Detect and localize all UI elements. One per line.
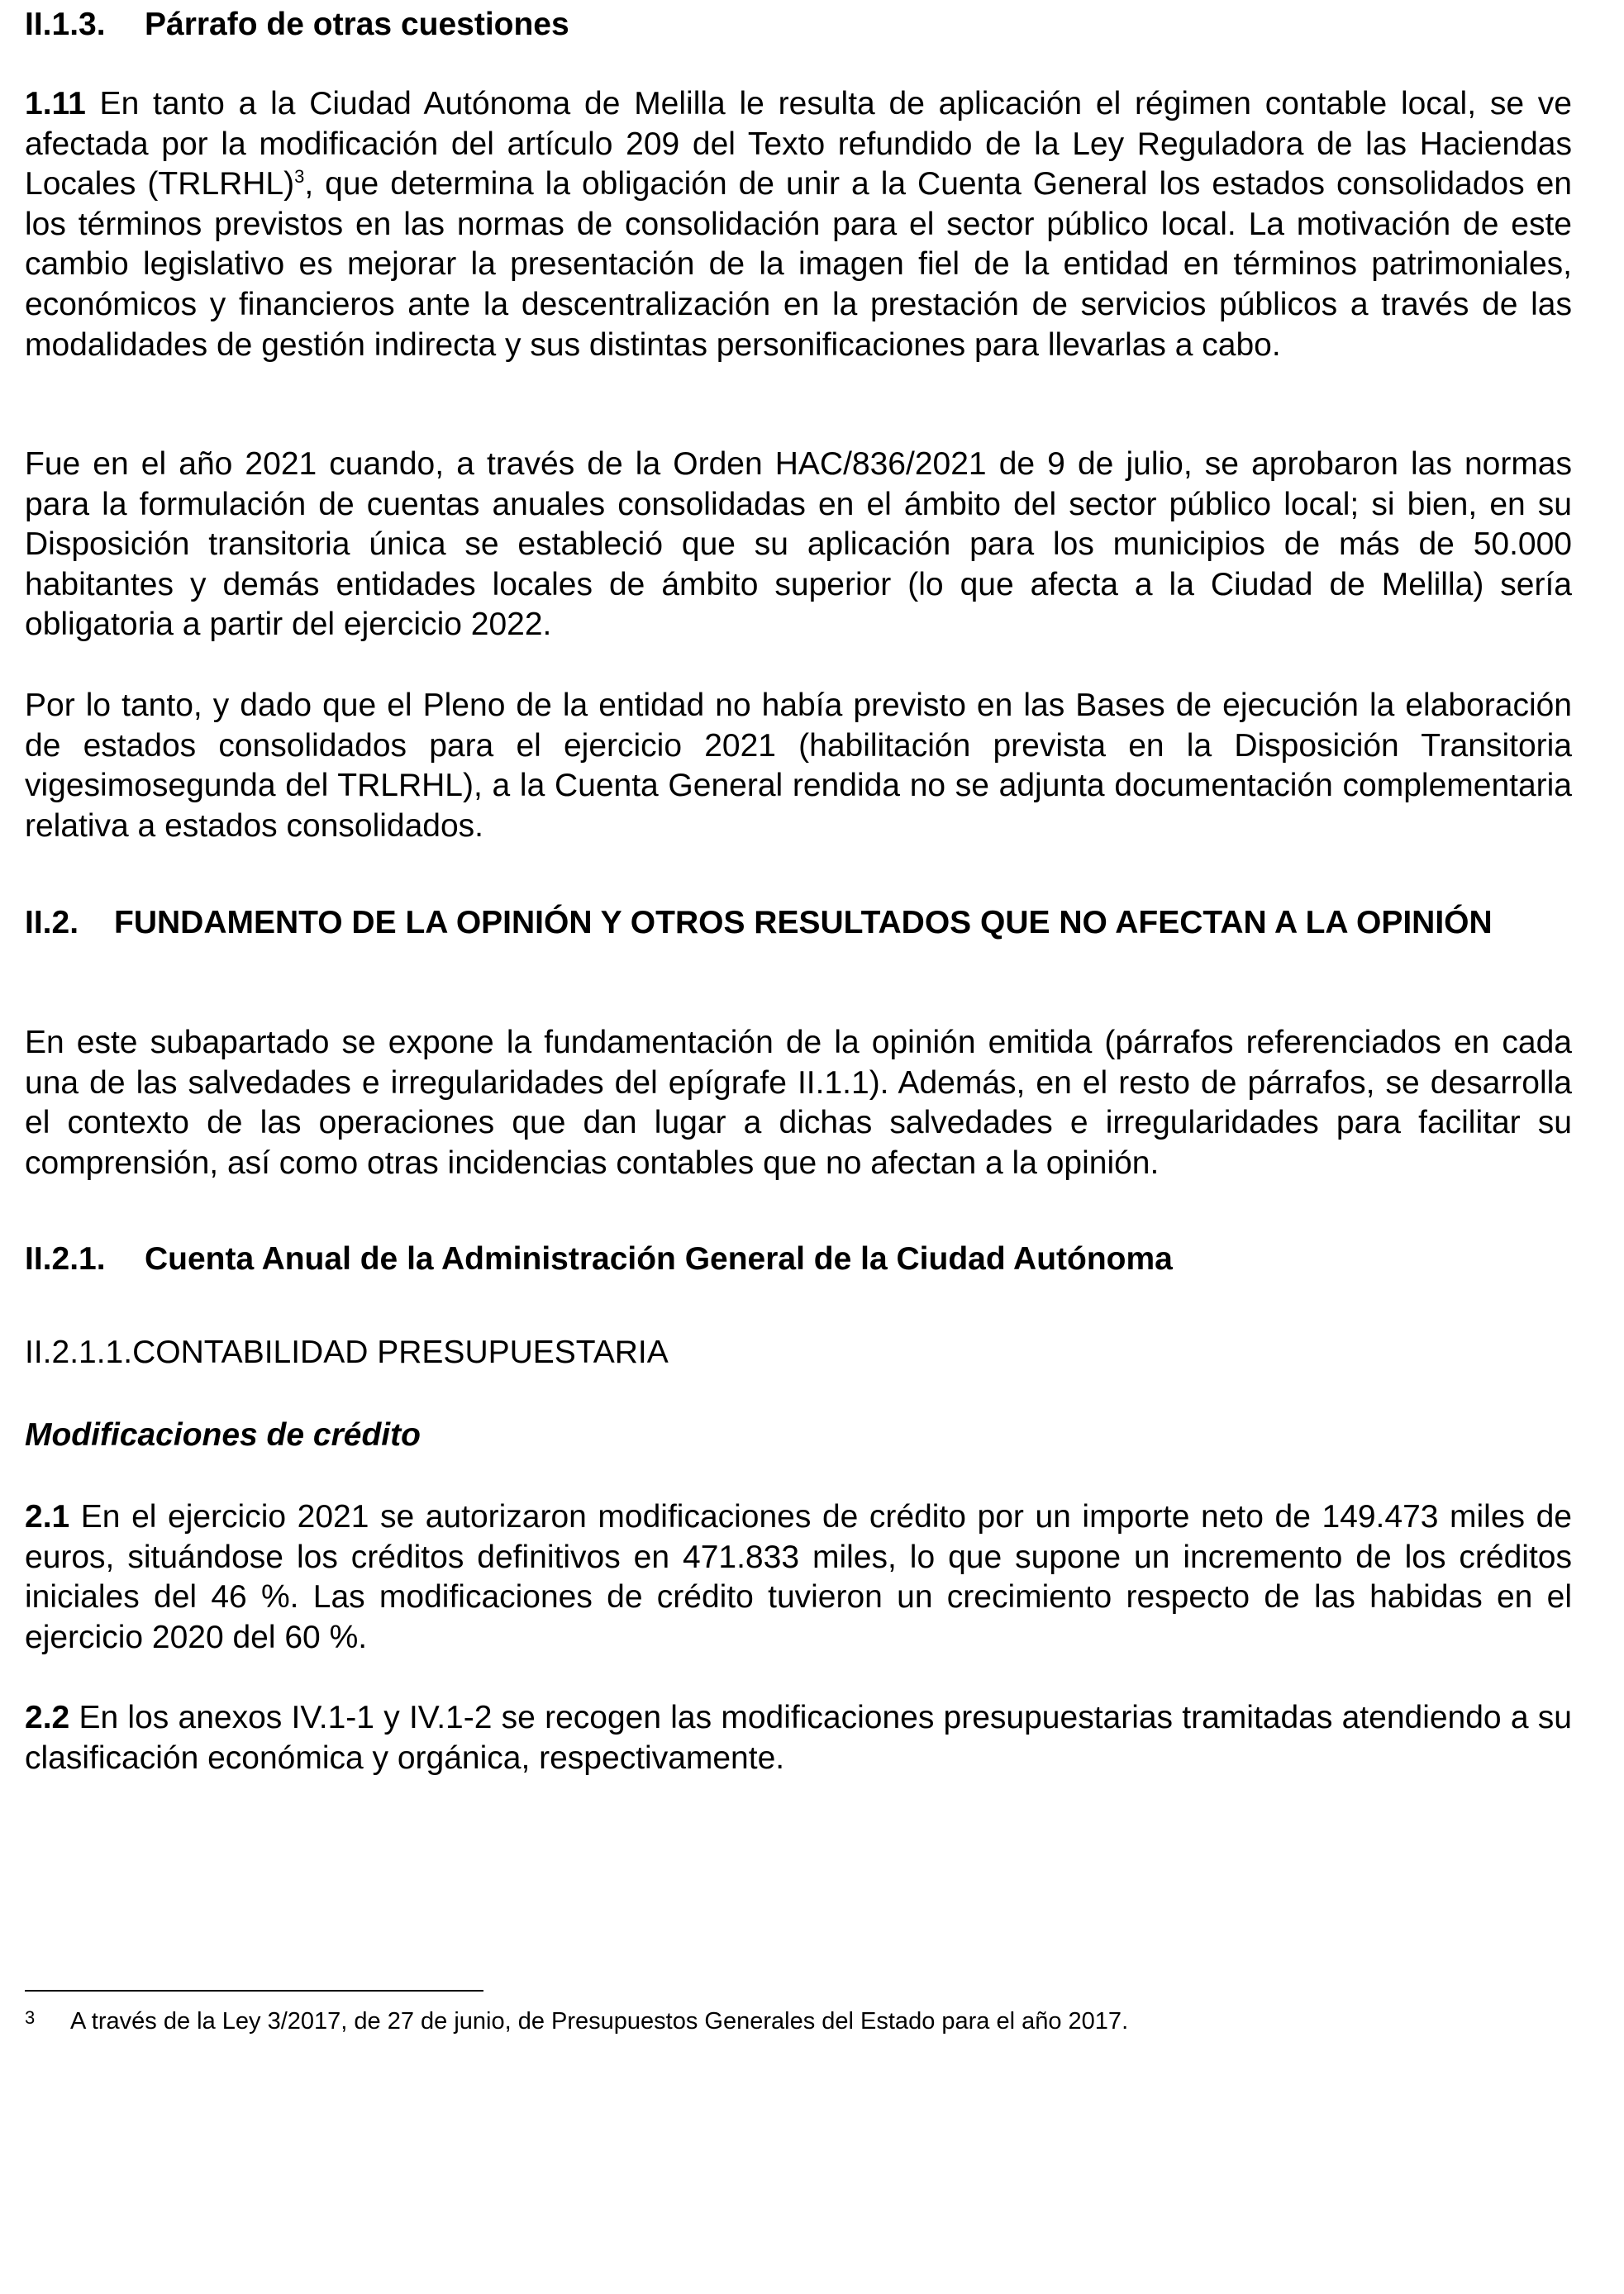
paragraph-text: En el ejercicio 2021 se autorizaron modificaciones de crédito por un importe neto de 149.473 miles de euros, situándose los créditos definitivos en 471.833 miles, lo que supone un incremento de los créditos iniciales del 46 %. Las modificaciones de crédito tuvieron un crecimiento respecto de las habidas en el ejercicio 2020 del 60 %. [25,1499,1572,1655]
footnote [25,2006,1572,2036]
paragraph-number: 2.2 [25,1700,70,1735]
paragraph-2-1 [25,1497,1572,1658]
paragraph-text-part1: En tanto a la Ciudad Autónoma de Melilla le resulta de aplicación el régimen contable local, se ve afectada por la modificación del artículo 209 del Texto refundido de la Ley Reguladora de las Haciendas Locales (TRLRHL) [25,86,1572,202]
section-title: Párrafo de otras cuestiones [145,7,569,42]
section-heading-ii-2 [25,903,1572,943]
paragraph-number: 1.11 [25,86,86,121]
paragraph-text: En los anexos IV.1-1 y IV.1-2 se recogen las modificaciones presupuestarias tramitadas atendiendo a su clasificación económica y orgánica, respectivamente. [25,1700,1572,1776]
paragraph-number: 2.1 [25,1499,70,1535]
footnote-separator [25,1990,483,1992]
paragraph-por-lo-tanto: Por lo tanto, y dado que el Pleno de la entidad no había previsto en las Bases de ejecución la elaboración de estados consolidados para el ejercicio 2021 (habilitación prevista en la Disposición Transitoria vigesimosegunda del TRLRHL), a la Cuenta General rendida no se adjunta documentación complementaria relativa a estados consolidados. [25,688,1572,844]
section-title: Cuenta Anual de la Administración General de la Ciudad Autónoma [145,1241,1173,1277]
section-number: II.1.3. [25,7,106,42]
paragraph-subapartado: En este subapartado se expone la fundamentación de la opinión emitida (párrafos referenciados en cada una de las salvedades e irregularidades del epígrafe II.1.1). Además, en el resto de párrafos, se desarrolla el contexto de las operaciones que dan lugar a dichas salvedades e irregularidades para facilitar su comprensión, así como otras incidencias contables que no afectan a la opinión. [25,1025,1572,1181]
section-number: II.2. [25,905,79,940]
section-heading-ii-1-3 [25,5,1572,45]
section-number: II.2.1. [25,1241,106,1277]
footnote-reference: 3 [294,166,305,188]
paragraph-2-2 [25,1698,1572,1778]
paragraph-orden-hac: Fue en el año 2021 cuando, a través de la Orden HAC/836/2021 de 9 de julio, se aprobaron las normas para la formulación de cuentas anuales consolidadas en el ámbito del sector público local; si bien, en su Disposición transitoria única se estableció que su aplicación para los municipios de más de 50.000 habitantes y demás entidades locales de ámbito superior (lo que afecta a la Ciudad de Melilla) sería obligatoria a partir del ejercicio 2022. [25,446,1572,643]
section-title: FUNDAMENTO DE LA OPINIÓN Y OTROS RESULTADOS QUE NO AFECTAN A LA OPINIÓN [114,905,1493,940]
paragraph-text-part2: , que determina la obligación de unir a la Cuenta General los estados consolidados en los términos previstos en las normas de consolidación para el sector público local. La motivación de este cambio legislativo es mejorar la presentación de la imagen fiel de la entidad en términos patrimoniales, económicos y financieros ante la descentralización en la prestación de servicios públicos a través de las modalidades de gestión indirecta y sus distintas personificaciones para llevarlas a cabo. [25,166,1572,363]
footnote-text: A través de la Ley 3/2017, de 27 de junio, de Presupuestos Generales del Estado para el año 2017. [70,2008,1129,2035]
subheading-modificaciones: Modificaciones de crédito [25,1417,421,1453]
section-heading-ii-2-1-1: II.2.1.1.CONTABILIDAD PRESUPUESTARIA [25,1335,669,1370]
paragraph-1-11 [25,84,1572,365]
section-heading-ii-2-1 [25,1240,1572,1279]
footnote-number: 3 [25,2007,36,2028]
